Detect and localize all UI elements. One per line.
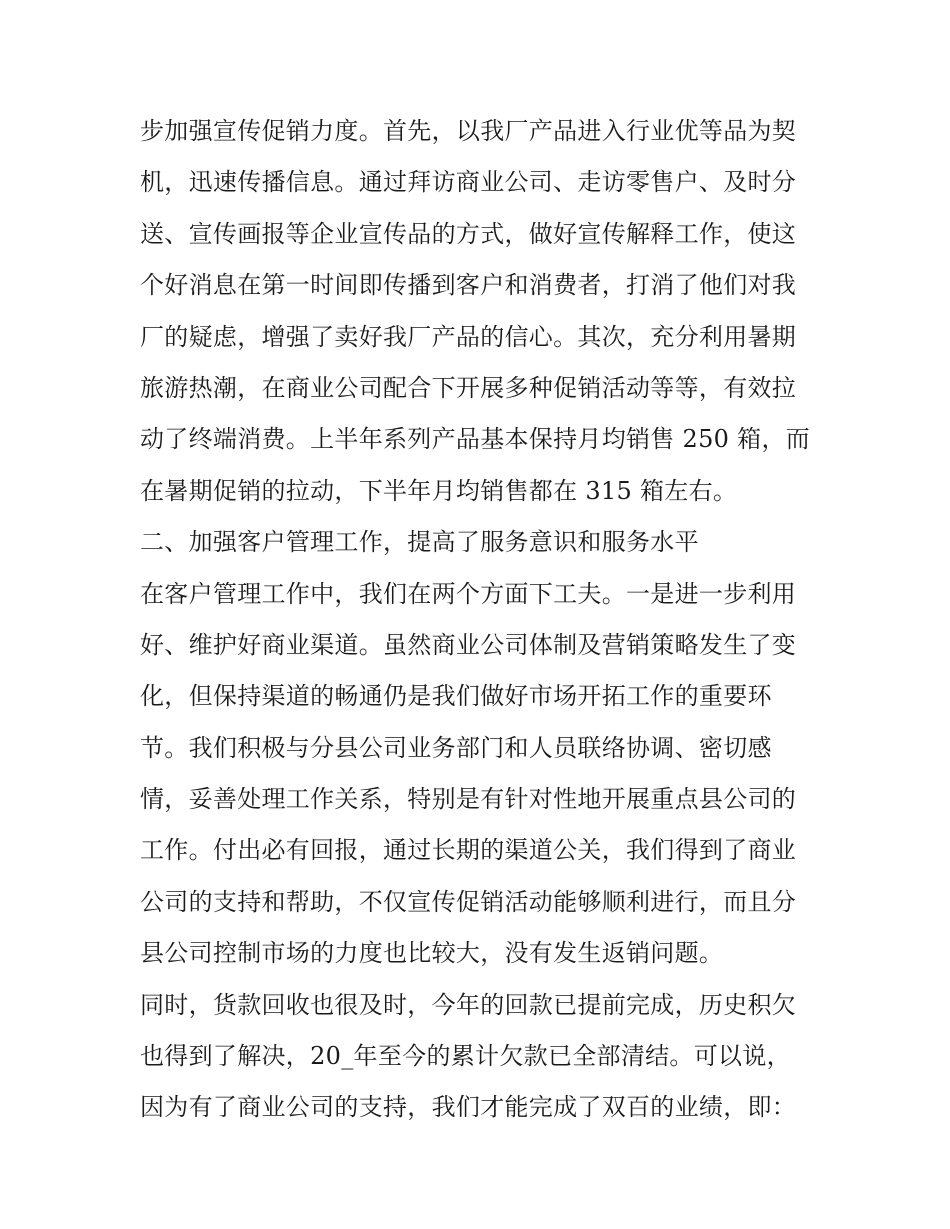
text-line: 送、宣传画报等企业宣传品的方式，做好宣传解释工作，使这 — [140, 219, 797, 248]
text-line: 同时，货款回收也很及时，今年的回款已提前完成，历史积欠 — [140, 990, 797, 1019]
text-line: 机，迅速传播信息。通过拜访商业公司、走访零售户、及时分 — [140, 168, 797, 197]
text-line: 情，妥善处理工作关系，特别是有针对性地开展重点县公司的 — [140, 785, 797, 814]
text-line: 步加强宣传促销力度。首先，以我厂产品进入行业优等品为契 — [140, 117, 797, 145]
text-line: 公司的支持和帮助，不仅宣传促销活动能够顺利进行，而且分 — [140, 887, 797, 916]
text-line: 节。我们积极与分县公司业务部门和人员联络协调、密切感 — [140, 733, 772, 762]
text-line: 化，但保持渠道的畅通仍是我们做好市场开拓工作的重要环 — [140, 682, 772, 711]
text-line: 县公司控制市场的力度也比较大，没有发生返销问题。 — [140, 939, 724, 968]
section-heading: 二、加强客户管理工作，提高了服务意识和服务水平 — [140, 528, 699, 557]
text-line: 厂的疑虑，增强了卖好我厂产品的信心。其次，充分利用暑期 — [140, 322, 797, 351]
text-line: 工作。付出必有回报，通过长期的渠道公关，我们得到了商业 — [140, 836, 797, 865]
text-line: 个好消息在第一时间即传播到客户和消费者，打消了他们对我 — [140, 271, 797, 300]
text-line: 在暑期促销的拉动，下半年月均销售都在 315 箱左右。 — [140, 476, 738, 505]
text-line: 在客户管理工作中，我们在两个方面下工夫。一是进一步利用 — [140, 579, 797, 608]
text-line: 旅游热潮，在商业公司配合下开展多种促销活动等等，有效拉 — [140, 373, 797, 402]
text-line: 动了终端消费。上半年系列产品基本保持月均销售 250 箱，而 — [140, 425, 811, 454]
text-line: 也得到了解决，20_年至今的累计欠款已全部清结。可以说， — [140, 1042, 791, 1071]
body-text — [140, 106, 820, 1134]
text-line: 好、维护好商业渠道。虽然商业公司体制及营销策略发生了变 — [140, 630, 797, 659]
text-line: 因为有了商业公司的支持，我们才能完成了双百的业绩，即： — [140, 1093, 797, 1122]
